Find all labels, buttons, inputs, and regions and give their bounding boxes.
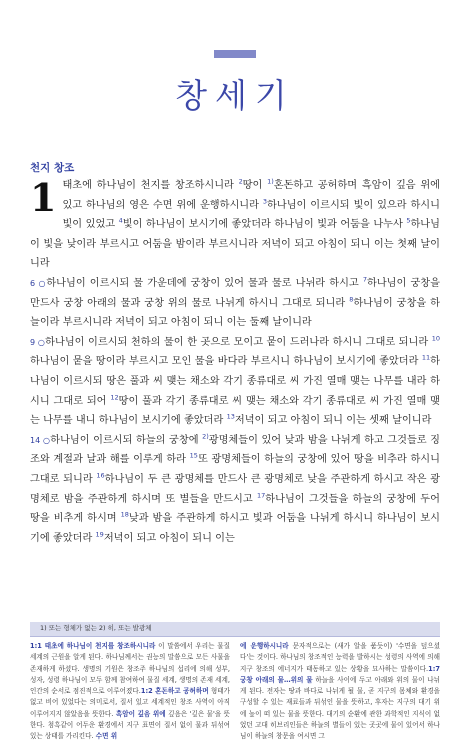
verse-paragraph — [30, 431, 440, 549]
commentary-text: 문자적으로는 (새가 알을 품듯이) '수면을 덮으셨다'는 것이다. 하나님의 창조적인 능력을 발하시는 성령의 사역에 의해 지구 창조의 에너지가 태동하고 있는 상황을 묘사하는 말씀이다. — [240, 642, 440, 673]
verse-number: 12 — [110, 393, 119, 402]
verse-text: 하나님이 이르시되 땅은 풀과 씨 맺는 채소와 각기 종류대로 씨 가진 열매 맺는 나무를 내라 하시니 그대로 되어 — [30, 356, 440, 407]
verse-paragraph — [30, 274, 440, 333]
verse-text: 하나님이 빛을 낮이라 부르시고 어둠을 밤이라 부르시니라 저녁이 되고 아침이 되니 이는 첫째 날이니라 — [30, 219, 440, 270]
verse-number: 7 — [362, 275, 367, 284]
verse-number: 18 — [120, 510, 129, 519]
verse-number: 5 — [406, 216, 411, 225]
book-title: 창세기 — [175, 76, 295, 115]
verse-number: 4 — [118, 216, 123, 225]
verse-text: 저녁이 되고 아침이 되니 이는 — [103, 532, 235, 544]
paragraph-marker: 6 ○ — [30, 278, 47, 288]
verse-text: 하나님이 궁창을 만드사 궁창 아래의 물과 궁창 위의 물로 나뉘게 하시니 그대로 되니라 — [30, 277, 440, 309]
commentary — [30, 641, 440, 741]
title-ornament — [214, 50, 256, 58]
verse-text: 하나님이 이르시되 천하의 물이 한 곳으로 모이고 뭍이 드러나라 하시니 그대로 되니라 — [45, 336, 432, 348]
verse-text: 땅이 — [242, 180, 268, 191]
verse-text: 하나님이 궁창을 하늘이라 부르시니라 저녁이 되고 아침이 되니 이는 둘째 날이니라 — [30, 297, 440, 329]
verse-paragraph — [30, 176, 440, 274]
verse-number: 17 — [257, 491, 266, 500]
commentary-text: 이 말씀에서 우리는 물질 세계의 근원을 알게 된다. 하나님께서는 권능의 말씀으로 모든 사물을 존재하게 하셨다. 생명의 기원은 창조주 하나님의 섭리에 의해 성부, 성자, 성령 하나님이 모두 함께 참여하여 물질 세계, 생명의 존재 세계, 인간의 순서로 점진적으로 이루어졌다. — [30, 642, 230, 696]
verse-text: 낮과 밤을 주관하게 하시고 빛과 어둠을 나뉘게 하시니 하나님이 보시기에 좋았더라 — [30, 513, 440, 544]
verse-text: 하나님이 이르시되 하늘의 궁창에 — [50, 434, 203, 446]
verse-text: 또 광명체들이 하늘의 궁창에 있어 땅을 비추라 하시니 그대로 되니라 — [30, 454, 440, 485]
verse-number: 1) — [267, 177, 274, 186]
verse-number: 2) — [202, 432, 209, 441]
verse-number: 3 — [262, 197, 268, 206]
verse-text: 태초에 하나님이 천지를 창조하시니라 — [62, 180, 239, 191]
verse-text: 하나님이 이르시되 물 가운데에 궁창이 있어 물과 물로 나뉘라 하시고 — [46, 277, 363, 289]
verse-paragraph — [30, 333, 440, 431]
verse-number: 15 — [189, 451, 198, 460]
verse-text: 하나님이 이르시되 빛이 있으라 하시니 빛이 있었고 — [62, 199, 440, 231]
verse-text: 광명체들이 있어 낮과 밤을 나뉘게 하고 그것들로 징조와 계절과 날과 해를 이루게 하라 — [30, 434, 440, 466]
commentary-reference: 에 운행하시니라 — [240, 642, 289, 650]
verse-number: 2 — [238, 177, 243, 186]
commentary-reference: 1:1 태초에 하나님이 천지를 창조하시니라 — [30, 642, 156, 650]
verse-text: 하나님이 그것들을 하늘의 궁창에 두어 땅을 비추게 하시며 — [30, 493, 440, 525]
verse-text: 혼돈하고 공허하며 흑암이 깊음 위에 있고 하나님의 영은 수면 위에 운행하시니라 — [62, 180, 440, 211]
commentary-text: 형태가 없고 비어 있었다는 의미로서, 질서 있고 세계적인 창조 사역이 아직 이루어지지 않았음을 뜻한다. — [30, 687, 230, 718]
verse-number: 13 — [226, 412, 235, 421]
commentary-reference: 1:2 혼돈하고 공허하며 — [140, 687, 209, 696]
section-heading: 천지 창조 — [30, 162, 75, 174]
paragraph-marker: 14 ○ — [30, 435, 51, 445]
verse-paragraphs — [30, 176, 440, 548]
verse-text: 땅이 풀과 각기 종류대로 씨 맺는 채소와 각기 종류대로 씨 가진 열매 맺는 나무를 내니 하나님이 보시기에 좋았더라 — [30, 395, 440, 427]
verse-text: 빛이 하나님이 보시기에 좋았더라 하나님이 빛과 어둠을 나누사 — [122, 219, 407, 231]
commentary-reference: 흑암이 깊음 위에 — [115, 709, 166, 718]
commentary-reference: 수면 위 — [95, 732, 118, 741]
commentary-left-column — [30, 641, 230, 741]
verse-number: 16 — [96, 471, 105, 480]
commentary-text: 깊음은 '깊은 물'을 뜻한다. 첨흑같이 어두운 환경에서 지구 표면이 질서 없이 물과 뒤섞여 있는 상태를 가리킨다. — [30, 709, 230, 741]
commentary-right-column — [240, 641, 440, 741]
commentary-text: 하늘을 사이에 두고 아래와 위의 물이 나뉘게 된다. 전자는 땅과 바다로 나뉘게 될 물, 곧 지구의 몸체와 환경을 구성할 수 있는 재료들과 뒤섞인 물을 뜻하고, 후자는 지구의 대기 위에 높이 떠 있는 물을 뜻한다. 대기의 순환에 관한 과학적인 지식이 없었던 고대 히브리인들은 하늘의 별들이 있는 곳곳에 물이 있어서 하나님이 하늘의 창문을 여시면 그 — [240, 675, 440, 741]
chapter-number: 1 — [30, 175, 57, 220]
paragraph-marker: 9 ○ — [30, 337, 46, 347]
verse-text: 저녁이 되고 아침이 되니 이는 셋째 날이니라 — [234, 415, 432, 427]
commentary-reference: 1:7 궁창 아래의 물…위의 물 — [240, 664, 440, 684]
verse-number: 10 — [431, 334, 440, 343]
verse-number: 8 — [349, 295, 354, 304]
commentary-divider — [30, 636, 440, 637]
verse-text: 하나님이 두 큰 광명체를 만드사 큰 광명체로 낮을 주관하게 하시고 작은 광명체로 밤을 주관하게 하시며 또 별들을 만드시고 — [30, 473, 440, 505]
verse-number: 19 — [95, 530, 104, 539]
footnotes: 1) 또는 형체가 없는 2) 히, 또는 발광체 — [40, 624, 152, 632]
verse-text: 하나님이 뭍을 땅이라 부르시고 모인 물을 바다라 부르시니 하나님이 보시기에 좋았더라 — [30, 356, 422, 368]
verse-number: 11 — [421, 353, 431, 362]
scripture-text — [30, 176, 440, 548]
